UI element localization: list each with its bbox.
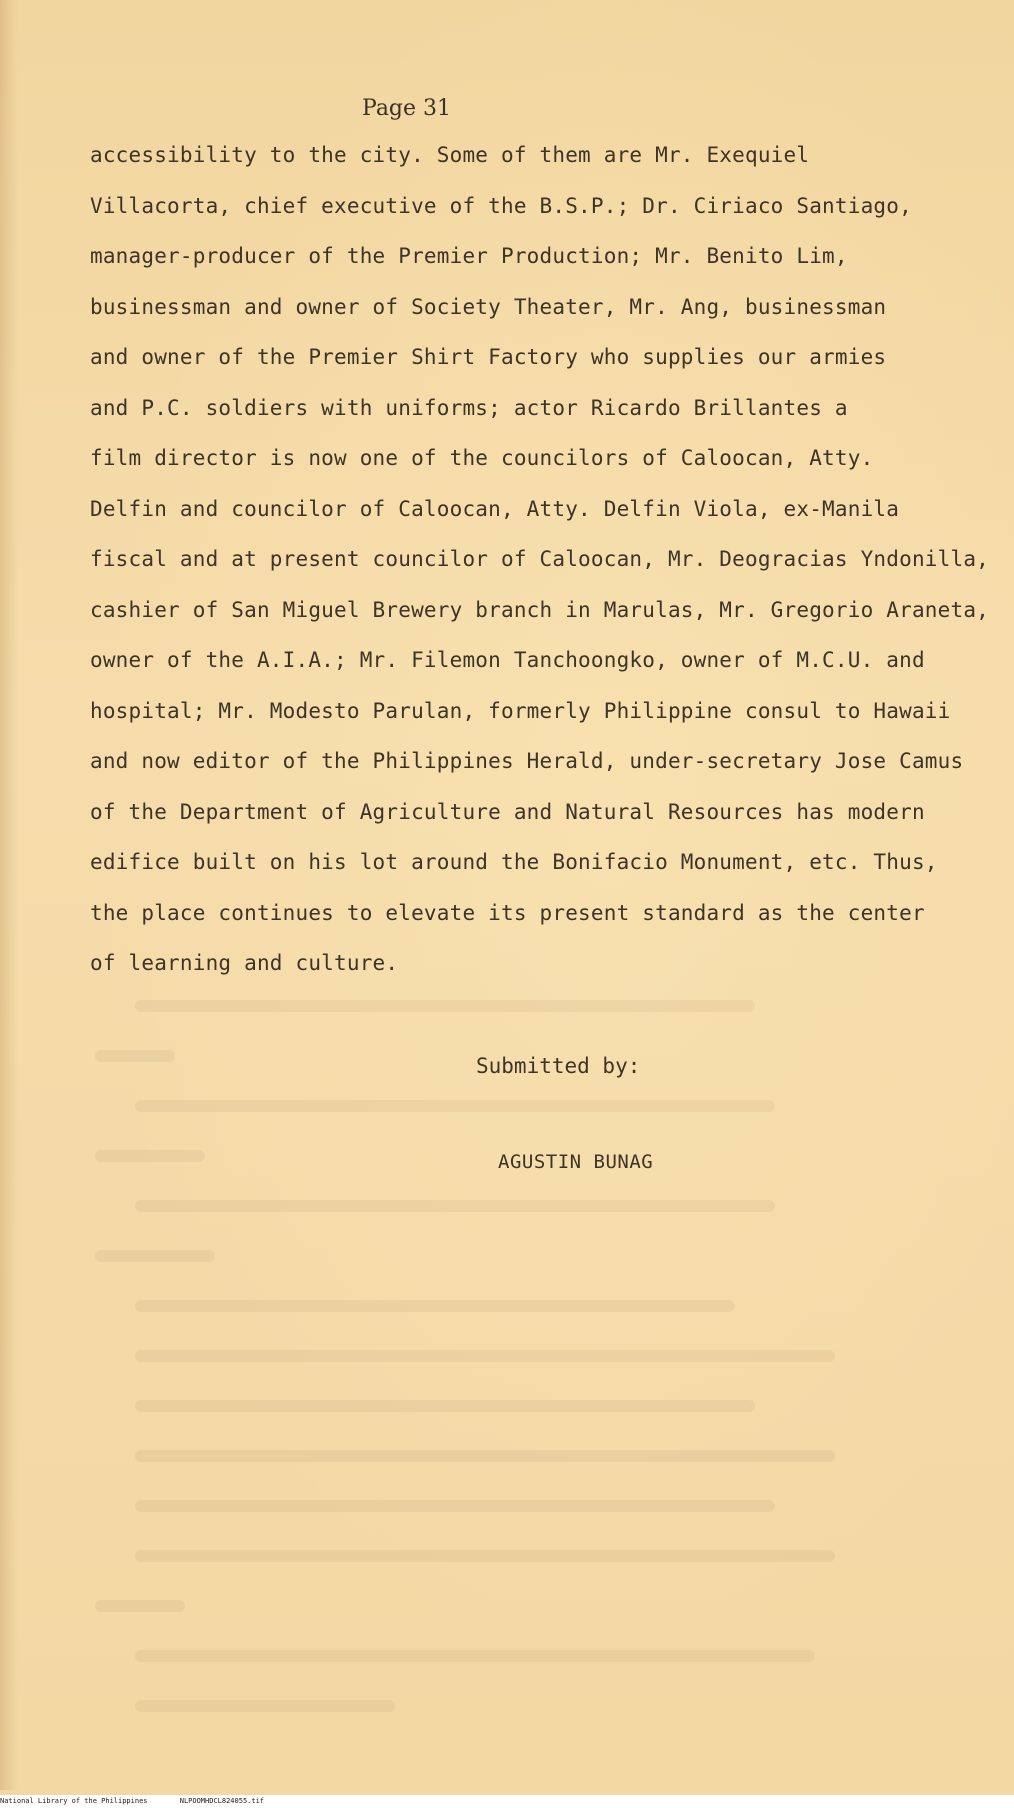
archive-footer — [0, 1795, 1014, 1808]
bleed-through-text — [95, 1000, 955, 1780]
text-line: businessman and owner of Society Theater, Mr. Ang, businessman — [90, 294, 887, 319]
text-line: Villacorta, chief executive of the B.S.P.; Dr. Ciriaco Santiago, — [90, 193, 912, 218]
page-number: Page 31 — [362, 96, 452, 121]
text-line: of the Department of Agriculture and Natural Resources has modern — [90, 799, 925, 824]
text-line: accessibility to the city. Some of them are Mr. Exequiel — [90, 143, 810, 167]
body-text — [90, 140, 990, 999]
text-line: and now editor of the Philippines Herald, under-secretary Jose Camus — [90, 749, 964, 773]
text-line: and P.C. soldiers with uniforms; actor Ricardo Brillantes a — [90, 395, 848, 420]
text-line: Delfin and councilor of Caloocan, Atty. Delfin Viola, ex-Manila — [90, 496, 900, 521]
text-line: the place continues to elevate its present standard as the center — [90, 900, 925, 925]
text-line: edifice built on his lot around the Bonifacio Monument, etc. Thus, — [90, 850, 938, 874]
text-line: of learning and culture. — [90, 951, 399, 975]
text-line: film director is now one of the councilors of Caloocan, Atty. — [90, 446, 874, 470]
text-line: fiscal and at present councilor of Caloocan, Mr. Deogracias Yndonilla, — [90, 547, 990, 571]
submitted-by-label: Submitted by: — [476, 1054, 641, 1078]
text-line: manager-producer of the Premier Production; Mr. Benito Lim, — [90, 244, 848, 268]
text-line: cashier of San Miguel Brewery branch in Marulas, Mr. Gregorio Araneta, — [90, 597, 990, 622]
page-edge-shadow — [0, 0, 18, 1790]
author-name: AGUSTIN BUNAG — [498, 1151, 654, 1173]
text-line: and owner of the Premier Shirt Factory who supplies our armies — [90, 345, 887, 369]
library-name: National Library of the Philippines — [0, 1797, 148, 1805]
text-line: owner of the A.I.A.; Mr. Filemon Tanchoongko, owner of M.C.U. and — [90, 648, 925, 672]
file-id: NLPOOMHDCL824055.tif — [179, 1797, 265, 1805]
text-line: hospital; Mr. Modesto Parulan, formerly Philippine consul to Hawaii — [90, 698, 951, 723]
